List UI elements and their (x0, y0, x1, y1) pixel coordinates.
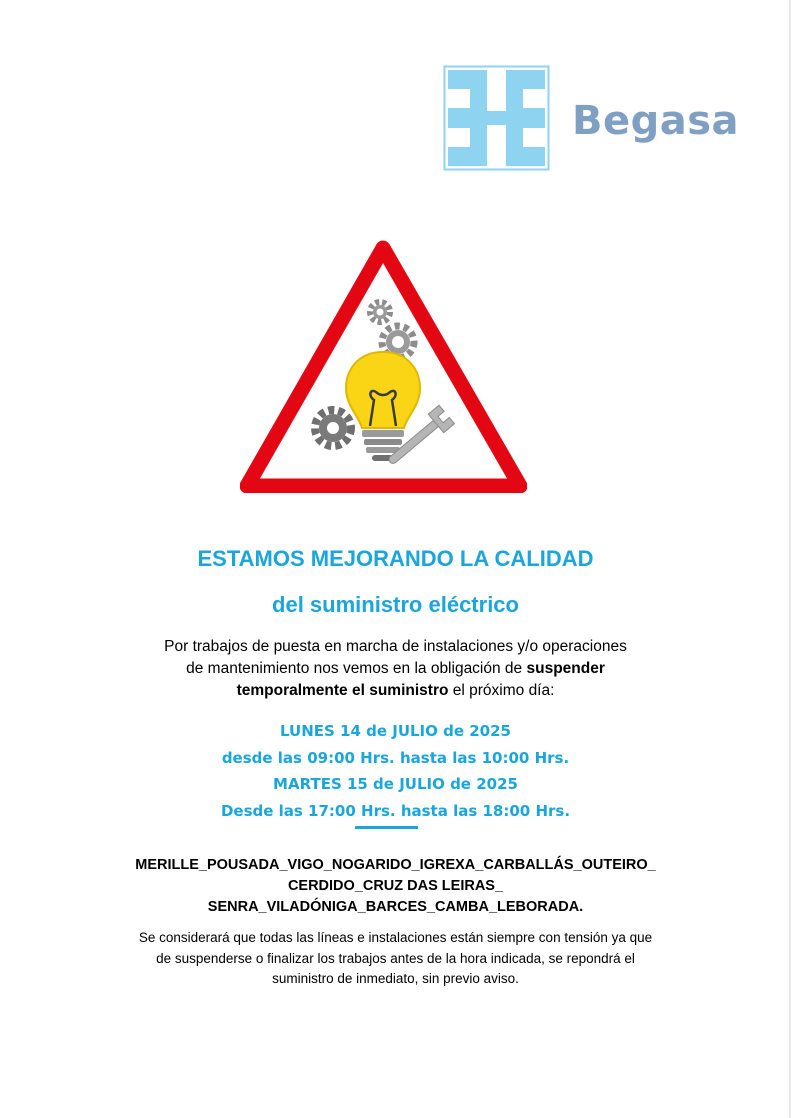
intro-paragraph (0, 636, 791, 702)
intro-text: de mantenimiento nos vemos en la obligación de (186, 660, 527, 677)
schedule-hours: desde las 09:00 Hrs. hasta las 10:00 Hrs. (221, 748, 570, 767)
headline-title: ESTAMOS MEJORANDO LA CALIDAD (197, 546, 594, 571)
schedule-date: LUNES 14 de JULIO de 2025 (279, 722, 511, 740)
areas-line: SENRA_VILADÓNIGA_BARCES_CAMBA_LEBORADA. (207, 899, 584, 915)
areas-line: CERDIDO_CRUZ DAS LEIRAS_ (287, 878, 504, 894)
intro-line (0, 658, 791, 680)
footer-line: de suspenderse o finalizar los trabajos antes de la hora indicada, se repondrá el (156, 950, 635, 966)
schedule-hours: Desde las 17:00 Hrs. hasta las 18:00 Hrs. (220, 801, 571, 820)
intro-line (0, 680, 791, 702)
schedule-date: MARTES 15 de JULIO de 2025 (273, 775, 518, 793)
outage-schedule (0, 718, 791, 824)
begasa-logo-icon (443, 65, 550, 171)
brand-name: Begasa (572, 98, 740, 144)
footer-line: Se considerará que todas las líneas e instalaciones están siempre con tensión ya que (138, 930, 653, 945)
headline-subtitle: del suministro eléctrico (272, 592, 519, 617)
footer-line: suministro de inmediato, sin previo aviso. (272, 971, 519, 986)
intro-emphasis: temporalmente el suministro (236, 682, 449, 699)
affected-areas (0, 855, 791, 918)
intro-text: el próximo día: (448, 682, 555, 699)
warning-triangle-lightbulb-gears-icon (240, 240, 527, 493)
footer-note (0, 928, 791, 990)
areas-line: MERILLE_POUSADA_VIGO_NOGARIDO_IGREXA_CARBALLÁS_OUTEIRO_ (135, 857, 656, 873)
intro-line: Por trabajos de puesta en marcha de instalaciones y/o operaciones (164, 638, 627, 655)
separator-line (355, 826, 418, 829)
intro-emphasis: suspender (526, 660, 605, 677)
